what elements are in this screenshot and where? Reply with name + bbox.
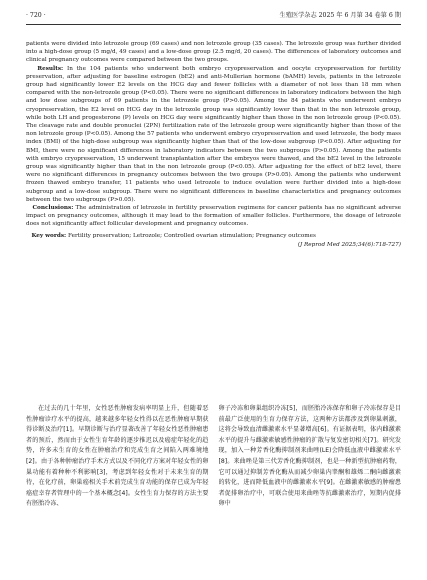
page-number: · 720 · <box>26 12 46 19</box>
citation: (J Reprod Med 2025;34(6):718-727) <box>297 241 401 248</box>
header-divider <box>26 24 401 25</box>
left-paragraph: 在过去的几十年里，女性恶性肿瘤发病率明显上升，但随着恶性肿瘤诊疗水平的提高，越来越多年轻女性得以在恶性肿瘤早期获得诊断及治疗[1]。早期诊断与治疗显著改善了年轻女性恶性肿瘤患者的预后，然而由于女性生育年龄的逐步推迟以及癌症年轻化的趋势，许多未生育的女性在肿瘤治疗和完成生育之间陷入两难境地[2]。由于各种肿瘤治疗手术方式以及不同化疗方案对年轻女性的卵巢功能有着种种不利影响[3]，考虑到年轻女性对于未来生育的期待，在化疗前，卵巢癌相关手术前完成生育功能的保存已成为年轻癌症幸存者管理中的一个基本概念[4]。女性生育力保存的方法主要有胚胎冷冻、 <box>26 405 209 508</box>
abstract <box>26 40 401 249</box>
body-columns <box>26 404 401 510</box>
results-text: In the 104 patients who underwent both embryo cryopreservation and oocyte cryopreservation for fertility preservation, after adjusting for baseline estrogen (bE2) and anti-Mullerian hormone (bAMH) levels, patients in the letrozole group had significantly lower E2 levels on the HCG day and fewer follicles with a diameter of not less than 18 mm when compared with the non-letrozole group (P<0.05). There were no significant differences in laboratory indicators between the high and low dose subgroups of 69 patients in the letrozole group (P>0.05). Among the 84 patients who underwent embryo cryopreservation, the E2 level on HCG day in the letrozole group was significantly lower than that in the non letrozole group, while both LH and progesterone (P) levels on HCG day were significantly higher than those in the non letrozole group (P<0.05). The cleavage rate and double pronuclei (2PN) fertilization rate of the letrozole group were significantly higher than those of the non letrozole group (P<0.05). Among the 57 patients who underwent embryo cryopreservation and used letrozole, the body mass index (BMI) of the high-dose subgroup was significantly higher than that of the low-dose subgroup (P<0.05). After adjusting for BMI, there were no significant differences in laboratory indicators between the two subgroups (P>0.05). Among the patients with embryo cryopreservation, 15 underwent transplantation after the embryos were thawed, and the bE2 level in the letrozole group was significantly higher than that in the non letrozole group (P<0.05). After adjusting for the effect of bE2 level, there were no significant differences in pregnancy outcomes between the two groups (P>0.05). Among the patients who underwent frozen thawed embryo transfer, 11 patients who used letrozole to induce ovulation were further divided into a high-dose subgroup and a low-dose subgroup. There were no significant differences in baseline characteristics and pregnancy outcomes between the two subgroups (P>0.05). <box>26 65 401 203</box>
conclusions-paragraph <box>26 204 401 229</box>
right-column <box>219 404 402 510</box>
left-column <box>26 404 209 510</box>
journal-issue: 生殖医学杂志 2025 年 6 月第 34 卷第 6 期 <box>279 12 401 19</box>
results-paragraph <box>26 65 401 204</box>
conclusions-text: The administration of letrozole in fertility preservation regimens for cancer patients has no significant adverse impact on pregnancy outcomes, although it may lead to the formation of smaller follicles. Furthermore, the dosage of letrozole does not significantly affect follicular development and pregnancy outcomes. <box>26 205 401 228</box>
methods-tail: patients were divided into letrozole group (69 cases) and non letrozole group (35 cases). The letrozole group was further divided into a high-dose group (5 mg/d, 49 cases) and a low-dose group (2.5 mg/d, 20 cases). The differences of laboratory outcomes and clinical pregnancy outcomes were compared between the two groups. <box>26 41 401 64</box>
conclusions-label: Conclusions: <box>32 205 74 212</box>
keywords-paragraph <box>26 232 401 240</box>
running-head <box>26 12 401 20</box>
right-paragraph: 卵子冷冻和卵巢组织冷冻[5]，而胚胎冷冻保存和卵子冷冻保存是目前最广泛使用的生育力保存方法，这两种方法都涉及到卵巢刺激，这将会导致血清雌激素水平显著增高[6]。有证据表明，体内雌激素水平的提升与雌激素敏感性肿瘤的扩散与复发密切相关[7]。研究发现，加入一种芳香化酶抑制剂来曲唑(LE)会降低血液中雌激素水平[8]。来曲唑是第三代芳香化酶抑制剂，也是一种新型抗肿瘤药物，它可以通过抑制芳香化酶从而减少卵巢内睾酮和雄烯二酮向雌激素的转化，进而降低血液中的雌激素水平[9]。在雌激素敏感的肿瘤患者促排卵治疗中，可联合使用来曲唑等抗雌激素治疗，短期内促排卵中 <box>218 405 401 508</box>
results-label: Results: <box>37 65 64 72</box>
keywords-text: Fertility preservation; Letrozole; Controlled ovarian stimulation; Pregnancy outcomes <box>67 232 316 239</box>
keywords-label: Key words: <box>31 232 67 239</box>
